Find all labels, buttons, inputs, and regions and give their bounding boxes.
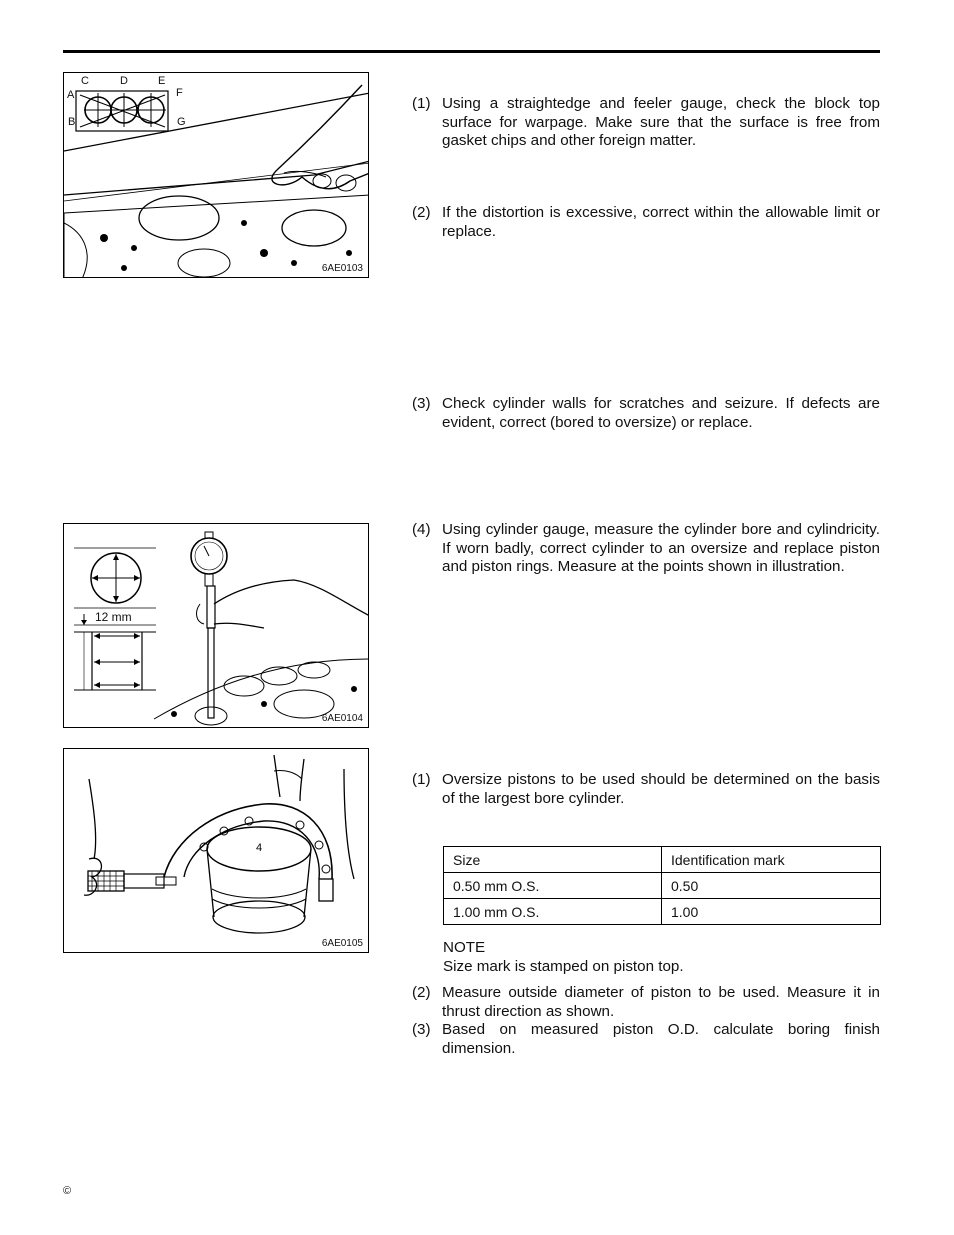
- step-number: (3): [412, 395, 431, 412]
- table-cell: 1.00 mm O.S.: [444, 899, 662, 925]
- point-label-f: F: [176, 87, 183, 99]
- step-text: Measure outside diameter of piston to be used. Measure it in thrust direction as shown.: [442, 984, 880, 1020]
- step-text: Using cylinder gauge, measure the cylinder bore and cylindricity. If worn badly, correct cylinder to an oversize and replace piston and piston rings. Measure at the points shown in illustration.: [442, 521, 880, 576]
- step-text: If the distortion is excessive, correct within the allowable limit or replace.: [442, 204, 880, 240]
- header-rule: [63, 50, 880, 53]
- figure-id: 6AE0105: [321, 938, 363, 949]
- point-label-a: A: [67, 89, 75, 101]
- step-number: (4): [412, 521, 431, 538]
- figure-block-warpage: [63, 72, 369, 278]
- point-label-e: E: [158, 75, 166, 87]
- table-cell: 0.50 mm O.S.: [444, 873, 662, 899]
- table-cell: 1.00: [662, 899, 881, 925]
- step-text: Based on measured piston O.D. calculate boring finish dimension.: [442, 1021, 880, 1057]
- step-block-bore-4: [412, 521, 880, 577]
- dimension-label: 12 mm: [95, 610, 132, 624]
- step-text: Check cylinder walls for scratches and seizure. If defects are evident, correct (bored to oversize) or replace.: [442, 395, 880, 431]
- table-row: [444, 873, 881, 899]
- warpage-illustration: [64, 73, 369, 278]
- step-number: (1): [412, 771, 431, 788]
- step-number: (2): [412, 984, 431, 1001]
- copyright-mark: ©: [63, 1185, 72, 1197]
- step-block-warpage-1: [412, 95, 880, 151]
- oversize-table: [443, 846, 881, 925]
- step-block-oversize-1: [412, 771, 880, 808]
- cylinder-gauge-illustration: [64, 524, 369, 728]
- point-label-c: C: [81, 75, 89, 87]
- point-label-d: D: [120, 75, 128, 87]
- figure-id: 6AE0103: [321, 263, 363, 274]
- piston-micrometer-illustration: [64, 749, 369, 953]
- note-text: Size mark is stamped on piston top.: [443, 958, 684, 975]
- figure-cylinder-gauge: [63, 523, 369, 728]
- step-block-walls-3: [412, 395, 880, 432]
- table-row: [444, 899, 881, 925]
- step-number: (3): [412, 1021, 431, 1038]
- step-number: (2): [412, 204, 431, 221]
- table-header-cell: Identification mark: [662, 847, 881, 873]
- step-text: Using a straightedge and feeler gauge, check the block top surface for warpage. Make sure that the surface is free from gasket chips and other foreign matter.: [442, 95, 880, 150]
- step-block-oversize-3: [412, 1021, 880, 1058]
- svg-text:4: 4: [256, 842, 263, 854]
- figure-id: 6AE0104: [321, 713, 363, 724]
- point-label-g: G: [177, 116, 186, 128]
- note-title: NOTE: [443, 939, 486, 956]
- step-text: Oversize pistons to be used should be determined on the basis of the largest bore cylinder.: [442, 771, 880, 807]
- table-header-cell: Size: [444, 847, 662, 873]
- table-header-row: [444, 847, 881, 873]
- point-label-b: B: [68, 116, 76, 128]
- step-block-oversize-2: [412, 984, 880, 1021]
- step-block-warpage-2: [412, 204, 880, 241]
- table-cell: 0.50: [662, 873, 881, 899]
- figure-piston-micrometer: [63, 748, 369, 953]
- step-number: (1): [412, 95, 431, 112]
